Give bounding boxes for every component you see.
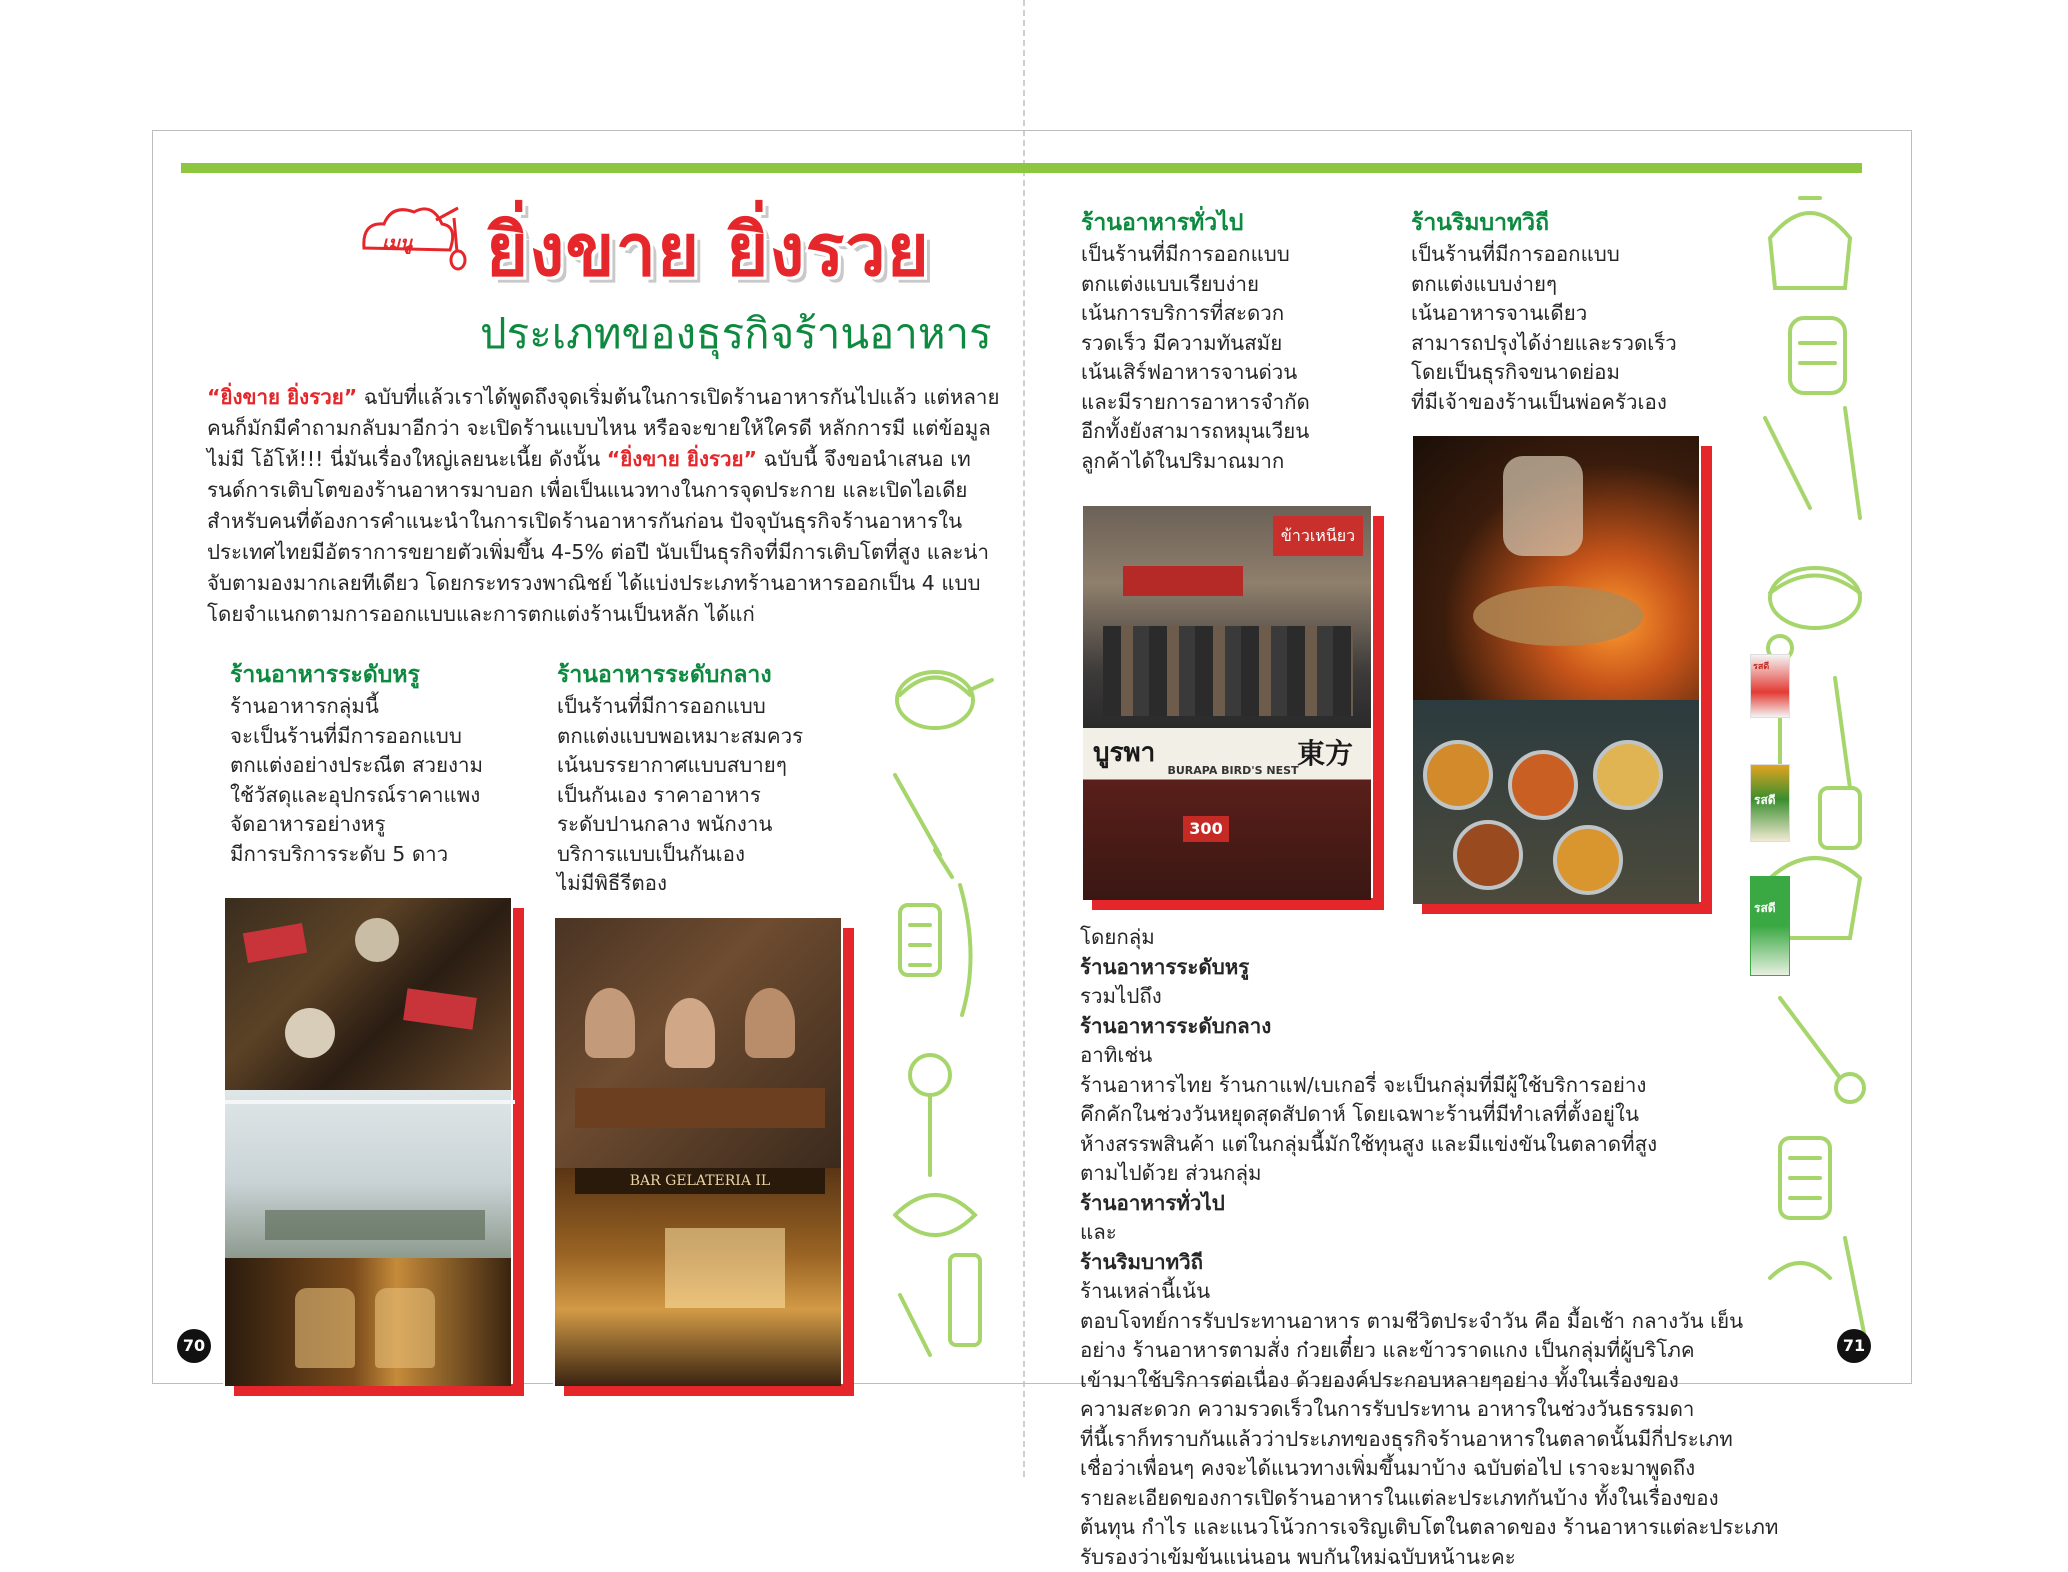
text-line: ความสะดวก ความรวดเร็วในการรับประทาน อาหารในช่วงวันธรรมดา bbox=[1080, 1395, 1720, 1425]
text-line: เป็นร้านที่มีการออกแบบ bbox=[557, 692, 803, 722]
text-line: ร้านอาหารกลุ่มนี้ bbox=[230, 692, 483, 722]
logo-text: เมนู bbox=[382, 228, 412, 257]
text-run-bold: ร้านอาหารระดับกลาง bbox=[1080, 1014, 1271, 1038]
text-line: ต้นทุน กำไร และแนวโน้วการเจริญเติบโตในตลาดของ ร้านอาหารแต่ละประเภท bbox=[1080, 1513, 1720, 1543]
text-line: อย่าง ร้านอาหารตามสั่ง ก๋วยเตี๋ยว และข้าวราดแกง เป็นกลุ่มที่ผู้บริโภค bbox=[1080, 1336, 1720, 1366]
shop-sign: 東方 bbox=[1233, 732, 1353, 776]
text-line: ระดับปานกลาง พนักงาน bbox=[557, 810, 803, 840]
text-run-bold: ร้านอาหารทั่วไป bbox=[1080, 1191, 1225, 1215]
shop-sign: ข้าวเหนียว bbox=[1273, 516, 1363, 556]
text-line: ตอบโจทย์การรับประทานอาหาร ตามชีวิตประจำวัน คือ มื้อเช้า กลางวัน เย็น bbox=[1080, 1307, 1720, 1337]
text-run-bold: ร้านอาหารระดับหรู bbox=[1080, 955, 1249, 979]
intro-paragraph bbox=[207, 382, 1007, 630]
cafe-sign: BAR GELATERIA IL bbox=[575, 1168, 825, 1194]
text-line: จัดอาหารอย่างหรู bbox=[230, 810, 483, 840]
text-line: เน้นการบริการที่สะดวก bbox=[1081, 299, 1310, 329]
text-line: และมีรายการอาหารจำกัด bbox=[1081, 388, 1310, 418]
text-line: เป็นร้านที่มีการออกแบบ bbox=[1081, 240, 1310, 270]
intro-text-1: ฉบับที่แล้วเราได้พูดถึงจุดเริ่มต้นในการเปิดร้านอาหารกันไปแล้ว แต่หลายคนก็มักมีคำถามกลับมาอีกว่า จะเปิดร้านแบบไหน หรือจะขายให้ใครดี หลักการมี แต่ข้อมูลไม่มี โอ้โห้!!! นี่มันเรื่องใหญ่เลยนะเนี้ย ดังนั้น bbox=[207, 385, 999, 471]
text-line: ลูกค้าได้ในปริมาณมาก bbox=[1081, 447, 1310, 477]
mid-restaurant-heading: ร้านอาหารระดับกลาง bbox=[557, 660, 772, 690]
intro-lead-2: “ยิ่งขาย ยิ่งรวย” bbox=[607, 447, 757, 471]
chef-hat-ladle-logo bbox=[358, 200, 466, 274]
text-line: ห้างสรรพสินค้า แต่ในกลุ่มนี้มักใช้ทุนสูง และมีแข่งขันในตลาดที่สูง bbox=[1080, 1130, 1720, 1160]
text-line: เน้นอาหารจานเดียว bbox=[1411, 299, 1677, 329]
text-line: บริการแบบเป็นกันเอง bbox=[557, 840, 803, 870]
text-line: ตกแต่งแบบเรียบง่าย bbox=[1081, 270, 1310, 300]
product-pack-label: รสดี bbox=[1753, 659, 1769, 673]
product-pack-label: รสดี bbox=[1754, 899, 1776, 918]
text-run: ร้านเหล่านี้เน้น bbox=[1080, 1277, 1720, 1307]
page-title: ยิ่งขาย ยิ่งรวย bbox=[486, 205, 930, 295]
general-restaurant-heading: ร้านอาหารทั่วไป bbox=[1081, 208, 1243, 238]
text-line: รายละเอียดของการเปิดร้านอาหารในแต่ละประเภทกันบ้าง ทั้งในเรื่องของ bbox=[1080, 1484, 1720, 1514]
page-number-right: 71 bbox=[1837, 1329, 1871, 1363]
text-line bbox=[1080, 923, 1720, 1071]
luxury-restaurant-text bbox=[230, 692, 483, 869]
text-run: ตามไปด้วย ส่วนกลุ่ม bbox=[1080, 1159, 1720, 1189]
text-line: รับรองว่าเข้มข้นแน่นอน พบกันใหม่ฉบับหน้านะคะ bbox=[1080, 1543, 1720, 1572]
text-run: อาทิเช่น bbox=[1080, 1041, 1720, 1071]
text-run: รวมไปถึง bbox=[1080, 982, 1720, 1012]
text-line: ไม่มีพิธีรีตอง bbox=[557, 869, 803, 899]
text-line: อีกทั้งยังสามารถหมุนเวียน bbox=[1081, 417, 1310, 447]
price-tag: 300 bbox=[1183, 816, 1229, 842]
product-pack-image bbox=[1750, 876, 1790, 976]
text-line: เน้นเสิร์ฟอาหารจานด่วน bbox=[1081, 358, 1310, 388]
mid-restaurant-text bbox=[557, 692, 803, 899]
shop-sign: BURAPA BIRD'S NEST bbox=[1123, 764, 1343, 780]
product-pack-image bbox=[1750, 764, 1790, 842]
general-restaurant-photo bbox=[1081, 504, 1373, 898]
text-line: โดยเป็นธุรกิจขนาดย่อม bbox=[1411, 358, 1677, 388]
text-line: ตกแต่งแบบง่ายๆ bbox=[1411, 270, 1677, 300]
text-line: ที่มีเจ้าของร้านเป็นพ่อครัวเอง bbox=[1411, 388, 1677, 418]
text-line: สามารถปรุงได้ง่ายและรวดเร็ว bbox=[1411, 329, 1677, 359]
shop-sign: บูรพา bbox=[1093, 732, 1233, 772]
street-restaurant-heading: ร้านริมบาทวิถี bbox=[1411, 208, 1549, 238]
text-run-bold: ร้านริมบาทวิถี bbox=[1080, 1250, 1203, 1274]
green-header-bar bbox=[181, 163, 1862, 173]
street-restaurant-text bbox=[1411, 240, 1677, 417]
text-line: มีการบริการระดับ 5 ดาว bbox=[230, 840, 483, 870]
text-line: ตกแต่งแบบพอเหมาะสมควร bbox=[557, 722, 803, 752]
luxury-restaurant-photo bbox=[223, 896, 513, 1384]
luxury-restaurant-heading: ร้านอาหารระดับหรู bbox=[230, 660, 420, 690]
closing-paragraph bbox=[1080, 923, 1720, 1572]
page-subtitle: ประเภทของธุรกิจร้านอาหาร bbox=[480, 306, 992, 362]
text-line: เน้นบรรยากาศแบบสบายๆ bbox=[557, 751, 803, 781]
text-line: ใช้วัสดุและอุปกรณ์ราคาแพง bbox=[230, 781, 483, 811]
text-line: ที่นี้เราก็ทราบกันแล้วว่าประเภทของธุรกิจร้านอาหารในตลาดนั้นมีกี่ประเภท bbox=[1080, 1425, 1720, 1455]
text-line: ร้านอาหารไทย ร้านกาแฟ/เบเกอรี่ จะเป็นกลุ่มที่มีผู้ใช้บริการอย่าง bbox=[1080, 1071, 1720, 1101]
product-pack-image bbox=[1750, 654, 1790, 718]
general-restaurant-text bbox=[1081, 240, 1310, 476]
text-line: จะเป็นร้านที่มีการออกแบบ bbox=[230, 722, 483, 752]
text-line: เป็นร้านที่มีการออกแบบ bbox=[1411, 240, 1677, 270]
text-line: เป็นกันเอง ราคาอาหาร bbox=[557, 781, 803, 811]
intro-lead: “ยิ่งขาย ยิ่งรวย” bbox=[207, 385, 357, 409]
page-number-left: 70 bbox=[177, 1329, 211, 1363]
text-line bbox=[1080, 1159, 1720, 1307]
text-line: รวดเร็ว มีความทันสมัย bbox=[1081, 329, 1310, 359]
text-line: ตกแต่งอย่างประณีต สวยงาม bbox=[230, 751, 483, 781]
text-run: และ bbox=[1080, 1218, 1720, 1248]
intro-text-2: ฉบับนี้ จึงขอนำเสนอ เทรนด์การเติบโตของร้านอาหารมาบอก เพื่อเป็นแนวทางในการจุดประกาย และเปิดไอเดียสำหรับคนที่ต้องการคำแนะนำในการเปิดร้านอาหารกันก่อน ปัจจุบันธุรกิจร้านอาหารในประเทศไทยมีอัตราการขยายตัวเพิ่มขึ้น 4-5% ต่อปี นับเป็นธุรกิจที่มีการเติบโตที่สูง และน่าจับตามองมากเลยทีเดียว โดยกระทรวงพาณิชย์ ได้แบ่งประเภทร้านอาหารออกเป็น 4 แบบ โดยจำแนกตามการออกแบบและการตกแต่งร้านเป็นหลัก ได้แก่ bbox=[207, 447, 989, 626]
mid-restaurant-photo bbox=[553, 916, 843, 1384]
product-pack-label: รสดี bbox=[1754, 791, 1776, 810]
street-restaurant-photo bbox=[1411, 434, 1701, 902]
text-line: เข้ามาใช้บริการต่อเนื่อง ด้วยองค์ประกอบหลายๆอย่าง ทั้งในเรื่องของ bbox=[1080, 1366, 1720, 1396]
text-line: คึกคักในช่วงวันหยุดสุดสัปดาห์ โดยเฉพาะร้านที่มีทำเลที่ตั้งอยู่ใน bbox=[1080, 1100, 1720, 1130]
text-run: โดยกลุ่ม bbox=[1080, 923, 1720, 953]
text-line: เชื่อว่าเพื่อนๆ คงจะได้แนวทางเพิ่มขึ้นมาบ้าง ฉบับต่อไป เราจะมาพูดถึง bbox=[1080, 1454, 1720, 1484]
kitchen-doodle-decoration bbox=[880, 655, 1000, 1375]
